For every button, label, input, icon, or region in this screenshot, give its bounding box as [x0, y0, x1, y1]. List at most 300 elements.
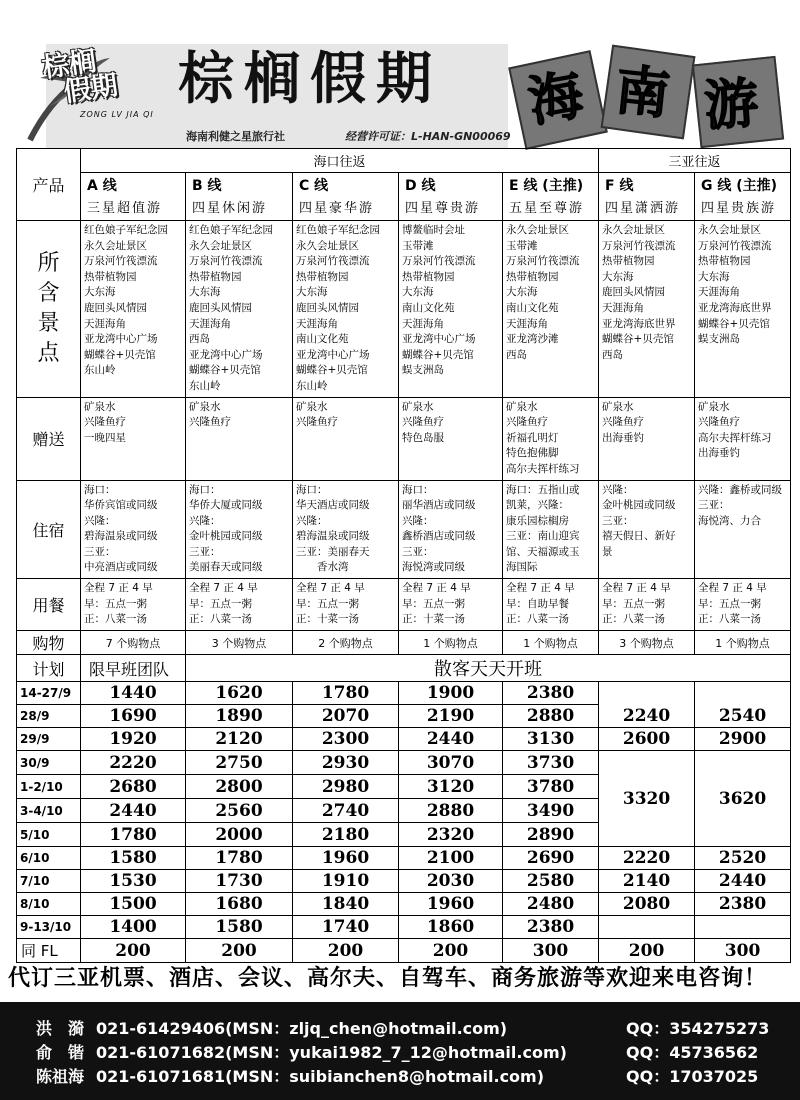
price-cell: 1530: [81, 870, 186, 893]
hotel-item: 三亚：: [84, 545, 116, 558]
line-header: [186, 173, 293, 221]
price-cell: 1780: [293, 682, 399, 705]
date-cell: 29/9: [17, 728, 81, 751]
meal-item: 早：五点一粥: [602, 597, 666, 610]
scenic-item: 万泉河竹筏漂流: [602, 239, 676, 252]
date-cell: 1-2/10: [17, 775, 81, 799]
price-cell: [695, 682, 791, 705]
scenic-item: 亚龙湾中心广场: [402, 333, 476, 346]
price-cell: [695, 916, 791, 939]
fl-price-cell: 200: [186, 939, 293, 963]
line-name: 四星休闲游: [192, 201, 268, 216]
gift-item: 祈福孔明灯: [506, 431, 559, 444]
scenic-item: 蝴蝶谷+贝壳馆: [602, 333, 674, 346]
hotel-item: 禧天假日、新好: [602, 530, 676, 543]
hotel-item: 兴隆：: [402, 514, 434, 527]
meal-cell: [186, 579, 293, 631]
hotel-item: 中亮酒店或同级: [84, 561, 158, 574]
price-cell: 2100: [399, 847, 503, 870]
plan-daily: 散客天天开班: [186, 655, 791, 682]
meal-item: 早：五点一粥: [84, 597, 147, 610]
scenic-item: 鹿回头风情园: [84, 301, 147, 314]
price-cell: 2580: [503, 870, 599, 893]
scenic-item: 大东海: [189, 286, 221, 299]
scenic-item: 天涯海角: [698, 286, 741, 299]
price-cell: 1960: [293, 847, 399, 870]
price-cell: 1910: [293, 870, 399, 893]
scenic-item: 万泉河竹筏漂流: [189, 255, 263, 268]
scenic-item: 天涯海角: [296, 317, 338, 330]
gift-item: 矿泉水: [296, 400, 328, 413]
hainan-char: 游: [702, 71, 761, 138]
line-header: [293, 173, 399, 221]
price-cell: 2900: [695, 728, 791, 751]
meal-item: 早：五点一粥: [698, 597, 762, 610]
scenic-item: 永久会址景区: [84, 239, 147, 252]
price-cell: 2000: [186, 823, 293, 847]
label-gift: 赠送: [17, 397, 81, 480]
price-cell: 1780: [186, 847, 293, 870]
line-code: C 线: [299, 178, 329, 194]
hotel-item: 康乐园棕榈房: [506, 514, 569, 527]
shopping-cell: 1 个购物点: [399, 631, 503, 655]
header: [0, 0, 800, 148]
scenic-item: 南山文化苑: [296, 333, 349, 346]
shopping-cell: 1 个购物点: [695, 631, 791, 655]
price-cell: 2220: [599, 847, 695, 870]
scenic-item: 西岛: [602, 348, 624, 361]
hotel-item: 海口：: [84, 483, 116, 496]
price-cell: 3620: [695, 751, 791, 847]
gift-cell: [503, 397, 599, 480]
line-header: [503, 173, 599, 221]
hotel-item: 三亚：南山迎宾: [506, 530, 580, 543]
shopping-cell: 1 个购物点: [503, 631, 599, 655]
price-cell: 2560: [186, 799, 293, 823]
scenic-item: 亚龙湾中心广场: [84, 333, 158, 346]
line-header: [599, 173, 695, 221]
hotel-item: 海口：: [402, 483, 434, 496]
hotel-item: 景: [602, 545, 613, 558]
price-cell: 1680: [186, 893, 293, 916]
meal-item: 早：五点一粥: [189, 597, 252, 610]
date-cell: 3-4/10: [17, 799, 81, 823]
gift-item: 出海垂钓: [698, 447, 741, 460]
hotel-cell: [399, 480, 503, 579]
price-cell: 2140: [599, 870, 695, 893]
gift-cell: [81, 397, 186, 480]
meal-item: 正：八菜一汤: [189, 613, 252, 626]
meal-item: 全程 7 正 4 早: [506, 582, 575, 595]
agency-name: 海南利健之星旅行社: [186, 130, 285, 143]
hotel-item: 兴隆：: [296, 514, 328, 527]
line-name: 三星超值游: [87, 201, 163, 216]
fl-price-cell: 300: [695, 939, 791, 963]
hotel-item: 华侨宾馆或同级: [84, 499, 158, 512]
hotel-item: 兴隆：鑫桥或同级: [698, 483, 783, 496]
scenic-cell: [695, 221, 791, 398]
gift-item: 兴隆鱼疗: [296, 416, 338, 429]
price-cell: 2680: [81, 775, 186, 799]
gift-item: 出海垂钓: [602, 431, 645, 444]
gift-item: 兴隆鱼疗: [402, 416, 444, 429]
line-code: E 线 (主推): [509, 178, 584, 194]
line-header: [81, 173, 186, 221]
scenic-item: 热带植物园: [602, 255, 655, 268]
hotel-item: 海悦湾、力合: [698, 514, 762, 527]
scenic-item: 大东海: [602, 270, 634, 283]
scenic-item: 大东海: [698, 270, 730, 283]
scenic-item: 热带植物园: [506, 270, 559, 283]
price-cell: 2380: [503, 916, 599, 939]
meal-item: 全程 7 正 4 早: [296, 582, 365, 595]
line-code: G 线 (主推): [701, 178, 778, 194]
price-cell: 3130: [503, 728, 599, 751]
scenic-item: 南山文化苑: [506, 301, 559, 314]
price-cell: 2120: [186, 728, 293, 751]
date-cell: 5/10: [17, 823, 81, 847]
scenic-item: 亚龙湾海底世界: [698, 301, 772, 314]
scenic-cell: [81, 221, 186, 398]
price-cell: 3730: [503, 751, 599, 775]
price-cell: 1690: [81, 705, 186, 728]
hotel-item: 海口：: [296, 483, 328, 496]
line-name: 四星豪华游: [299, 201, 375, 216]
label-scenic: 所含景点: [17, 221, 81, 398]
hotel-item: 兴隆：: [602, 483, 634, 496]
shopping-cell: 3 个购物点: [599, 631, 695, 655]
scenic-item: 大东海: [402, 286, 434, 299]
label-plan: 计划: [17, 655, 81, 682]
price-cell: 1580: [186, 916, 293, 939]
price-cell: 2440: [81, 799, 186, 823]
line-header: [695, 173, 791, 221]
hotel-item: 美丽春天或同级: [189, 561, 263, 574]
price-cell: 2070: [293, 705, 399, 728]
scenic-item: 热带植物园: [698, 255, 751, 268]
hotel-cell: [503, 480, 599, 579]
price-cell: 2030: [399, 870, 503, 893]
hotel-item: 华侨大厦或同级: [189, 499, 263, 512]
line-code: F 线: [605, 178, 634, 194]
price-cell: 1890: [186, 705, 293, 728]
price-cell: 2380: [503, 682, 599, 705]
price-cell: 3780: [503, 775, 599, 799]
scenic-item: 万泉河竹筏漂流: [698, 239, 772, 252]
scenic-item: 热带植物园: [402, 270, 455, 283]
group-haikou: 海口往返: [81, 149, 599, 173]
hotel-item: 金叶桃园或同级: [189, 530, 263, 543]
price-cell: 1900: [399, 682, 503, 705]
gift-item: 兴隆鱼疗: [602, 416, 645, 429]
date-cell: 7/10: [17, 870, 81, 893]
scenic-item: 鹿回头风情园: [602, 286, 666, 299]
hotel-item: 兴隆：: [84, 514, 116, 527]
gift-item: 兴隆鱼疗: [506, 416, 548, 429]
scenic-item: 万泉河竹筏漂流: [296, 255, 370, 268]
label-product: 产品: [17, 149, 81, 221]
hainan-char: 南: [612, 58, 673, 127]
gift-item: 兴隆鱼疗: [84, 416, 126, 429]
logo-subtitle: ZONG LV JIA QI: [80, 110, 154, 119]
meal-item: 全程 7 正 4 早: [602, 582, 671, 595]
scenic-item: 大东海: [506, 286, 538, 299]
price-cell: 2740: [293, 799, 399, 823]
meal-item: 正：十菜一汤: [296, 613, 359, 626]
price-cell: 2190: [399, 705, 503, 728]
hotel-item: 海口：: [189, 483, 221, 496]
gift-cell: [293, 397, 399, 480]
price-cell: 1400: [81, 916, 186, 939]
price-cell: 2600: [599, 728, 695, 751]
shopping-cell: 3 个购物点: [186, 631, 293, 655]
fl-price-cell: 200: [399, 939, 503, 963]
price-cell: 2300: [293, 728, 399, 751]
price-cell: 2980: [293, 775, 399, 799]
scenic-item: 鹿回头风情园: [189, 301, 252, 314]
scenic-item: 天涯海角: [602, 301, 645, 314]
scenic-item: 东山岭: [296, 379, 328, 392]
tour-table: [16, 148, 791, 963]
meal-item: 全程 7 正 4 早: [698, 582, 767, 595]
meal-item: 正：八菜一汤: [602, 613, 666, 626]
scenic-item: 鹿回头风情园: [296, 301, 359, 314]
price-cell: 1500: [81, 893, 186, 916]
gift-item: 矿泉水: [698, 400, 730, 413]
group-sanya: 三亚往返: [599, 149, 791, 173]
meal-item: 正：八菜一汤: [698, 613, 762, 626]
hotel-item: 三亚：: [402, 545, 434, 558]
meal-item: 早：自助早餐: [506, 597, 569, 610]
price-cell: 1780: [81, 823, 186, 847]
scenic-item: 热带植物园: [84, 270, 137, 283]
date-cell: 9-13/10: [17, 916, 81, 939]
date-cell: 14-27/9: [17, 682, 81, 705]
scenic-item: 玉带滩: [402, 239, 434, 252]
scenic-item: 天涯海角: [84, 317, 126, 330]
hotel-item: 凯莱，兴隆：: [506, 499, 569, 512]
price-cell: 2480: [503, 893, 599, 916]
price-cell: 2540: [695, 705, 791, 728]
hotel-cell: [81, 480, 186, 579]
price-cell: 2240: [599, 705, 695, 728]
scenic-item: 热带植物园: [296, 270, 349, 283]
gift-item: 一晚四星: [84, 431, 126, 444]
scenic-item: 南山文化苑: [402, 301, 455, 314]
meal-cell: [695, 579, 791, 631]
price-cell: 1730: [186, 870, 293, 893]
contact-row: 洪 漪 021-61429406(MSN：zljq_chen@hotmail.com) QQ：354275273: [36, 1019, 770, 1038]
hotel-item: 海口：五指山或: [506, 483, 580, 496]
license-number: 经营许可证：L-HAN-GN00069: [345, 130, 511, 143]
price-cell: 3070: [399, 751, 503, 775]
hotel-item: 华天酒店或同级: [296, 499, 370, 512]
price-cell: 2180: [293, 823, 399, 847]
gift-item: 矿泉水: [84, 400, 116, 413]
gift-item: 兴隆鱼疗: [698, 416, 741, 429]
line-name: 四星潇洒游: [605, 201, 681, 216]
hotel-item: 金叶桃园或同级: [602, 499, 676, 512]
fl-price-cell: 200: [81, 939, 186, 963]
meal-item: 正：八菜一汤: [506, 613, 569, 626]
date-cell: 6/10: [17, 847, 81, 870]
hotel-item: 三亚：美丽春天: [296, 545, 370, 558]
scenic-cell: [399, 221, 503, 398]
price-cell: 2750: [186, 751, 293, 775]
scenic-item: 热带植物园: [189, 270, 242, 283]
gift-item: 矿泉水: [402, 400, 434, 413]
contact-row: 陈祖海 021-61071681(MSN：suibianchen8@hotmail.com) QQ：17037025: [36, 1067, 759, 1086]
hotel-item: 兴隆：: [189, 514, 221, 527]
meal-item: 早：五点一粥: [296, 597, 359, 610]
scenic-item: 亚龙湾沙滩: [506, 333, 559, 346]
scenic-item: 大东海: [296, 286, 328, 299]
gift-item: 兴隆鱼疗: [189, 416, 231, 429]
scenic-item: 永久会址景区: [189, 239, 252, 252]
scenic-item: 红色娘子军纪念园: [84, 224, 168, 236]
meal-item: 全程 7 正 4 早: [84, 582, 153, 595]
contact-row: 俞 锴 021-61071682(MSN：yukai1982_7_12@hotmail.com) QQ：45736562: [36, 1043, 759, 1062]
contact-panel: [0, 1002, 800, 1100]
page-title: 棕榈假期: [178, 46, 442, 112]
logo-text: 棕榈 假期: [40, 45, 120, 109]
label-fl: 同 FL: [17, 939, 81, 963]
line-name: 五星至尊游: [509, 201, 585, 216]
scenic-item: 亚龙湾中心广场: [296, 348, 370, 361]
scenic-item: 蝴蝶谷+贝壳馆: [698, 317, 770, 330]
scenic-item: 天涯海角: [402, 317, 444, 330]
price-cell: 2440: [399, 728, 503, 751]
meal-cell: [503, 579, 599, 631]
meal-item: 正：十菜一汤: [402, 613, 465, 626]
scenic-item: 蝴蝶谷+贝壳馆: [296, 364, 368, 377]
gift-cell: [599, 397, 695, 480]
price-cell: 2440: [695, 870, 791, 893]
price-cell: 2220: [81, 751, 186, 775]
scenic-item: 东山岭: [84, 364, 116, 377]
scenic-item: 蝴蝶谷+贝壳馆: [189, 364, 261, 377]
price-cell: 1860: [399, 916, 503, 939]
price-cell: 2080: [599, 893, 695, 916]
gift-item: 矿泉水: [189, 400, 221, 413]
scenic-item: 万泉河竹筏漂流: [506, 255, 580, 268]
price-cell: 3320: [599, 751, 695, 847]
label-hotel: 住宿: [17, 480, 81, 579]
scenic-cell: [186, 221, 293, 398]
gift-item: 矿泉水: [506, 400, 538, 413]
gift-cell: [399, 397, 503, 480]
price-cell: 1440: [81, 682, 186, 705]
gift-item: 高尔夫挥杆练习: [506, 462, 580, 475]
price-cell: [599, 916, 695, 939]
hotel-cell: [695, 480, 791, 579]
hotel-item: 香水湾: [296, 561, 349, 574]
gift-cell: [186, 397, 293, 480]
hotel-item: 丽华酒店或同级: [402, 499, 476, 512]
price-cell: 1580: [81, 847, 186, 870]
hotel-cell: [599, 480, 695, 579]
scenic-item: 永久会址景区: [698, 224, 762, 236]
price-cell: 2880: [399, 799, 503, 823]
meal-cell: [399, 579, 503, 631]
scenic-item: 永久会址景区: [602, 224, 666, 236]
scenic-item: 天涯海角: [189, 317, 231, 330]
scenic-item: 永久会址景区: [296, 239, 359, 252]
hotel-item: 三亚：: [698, 499, 730, 512]
price-cell: 2800: [186, 775, 293, 799]
shopping-cell: 7 个购物点: [81, 631, 186, 655]
scenic-cell: [599, 221, 695, 398]
scenic-item: 西岛: [506, 348, 527, 361]
scenic-cell: [503, 221, 599, 398]
meal-item: 早：五点一粥: [402, 597, 465, 610]
line-code: A 线: [87, 178, 117, 194]
gift-cell: [695, 397, 791, 480]
hotel-item: 海悦湾或同级: [402, 561, 465, 574]
scenic-item: 大东海: [84, 286, 116, 299]
scenic-item: 西岛: [189, 333, 210, 346]
price-cell: 1620: [186, 682, 293, 705]
meal-cell: [81, 579, 186, 631]
scenic-cell: [293, 221, 399, 398]
scenic-item: 永久会址景区: [506, 224, 569, 236]
line-code: B 线: [192, 178, 222, 194]
line-name: 四星贵族游: [701, 201, 777, 216]
price-cell: 1920: [81, 728, 186, 751]
scenic-item: 蝴蝶谷+贝壳馆: [84, 348, 156, 361]
price-cell: 3120: [399, 775, 503, 799]
gift-item: 高尔夫挥杆练习: [698, 431, 772, 444]
scenic-item: 蝴蝶谷+贝壳馆: [402, 348, 474, 361]
service-banner: 代订三亚机票、酒店、会议、高尔夫、自驾车、商务旅游等欢迎来电咨询！: [8, 966, 768, 991]
date-cell: 28/9: [17, 705, 81, 728]
hotel-item: 馆、天福源或玉: [506, 545, 580, 558]
scenic-item: 红色娘子军纪念园: [189, 224, 273, 236]
scenic-item: 天涯海角: [506, 317, 548, 330]
hotel-item: 碧海温泉或同级: [84, 530, 158, 543]
meal-item: 全程 7 正 4 早: [189, 582, 258, 595]
scenic-item: 亚龙湾中心广场: [189, 348, 263, 361]
scenic-item: 万泉河竹筏漂流: [402, 255, 476, 268]
price-cell: 2690: [503, 847, 599, 870]
shopping-cell: 2 个购物点: [293, 631, 399, 655]
logo: [20, 40, 178, 148]
scenic-item: 蜈支洲岛: [402, 364, 444, 377]
scenic-item: 万泉河竹筏漂流: [84, 255, 158, 268]
hotel-item: 三亚：: [189, 545, 221, 558]
scenic-item: 亚龙湾海底世界: [602, 317, 676, 330]
meal-cell: [599, 579, 695, 631]
price-cell: 2880: [503, 705, 599, 728]
price-cell: 2520: [695, 847, 791, 870]
hotel-item: 鑫桥酒店或同级: [402, 530, 476, 543]
scenic-item: 玉带滩: [506, 239, 538, 252]
line-code: D 线: [405, 178, 436, 194]
gift-item: 特色岛服: [402, 431, 444, 444]
scenic-item: 博鳌临时会址: [402, 224, 465, 236]
hainan-title: [510, 48, 790, 148]
price-cell: 3490: [503, 799, 599, 823]
meal-item: 全程 7 正 4 早: [402, 582, 471, 595]
meal-item: 正：八菜一汤: [84, 613, 147, 626]
label-meal: 用餐: [17, 579, 81, 631]
fl-price-cell: 300: [503, 939, 599, 963]
hotel-item: 三亚：: [602, 514, 634, 527]
scenic-item: 红色娘子军纪念园: [296, 224, 380, 236]
line-header: [399, 173, 503, 221]
hotel-item: 碧海温泉或同级: [296, 530, 370, 543]
line-name: 四星尊贵游: [405, 201, 481, 216]
